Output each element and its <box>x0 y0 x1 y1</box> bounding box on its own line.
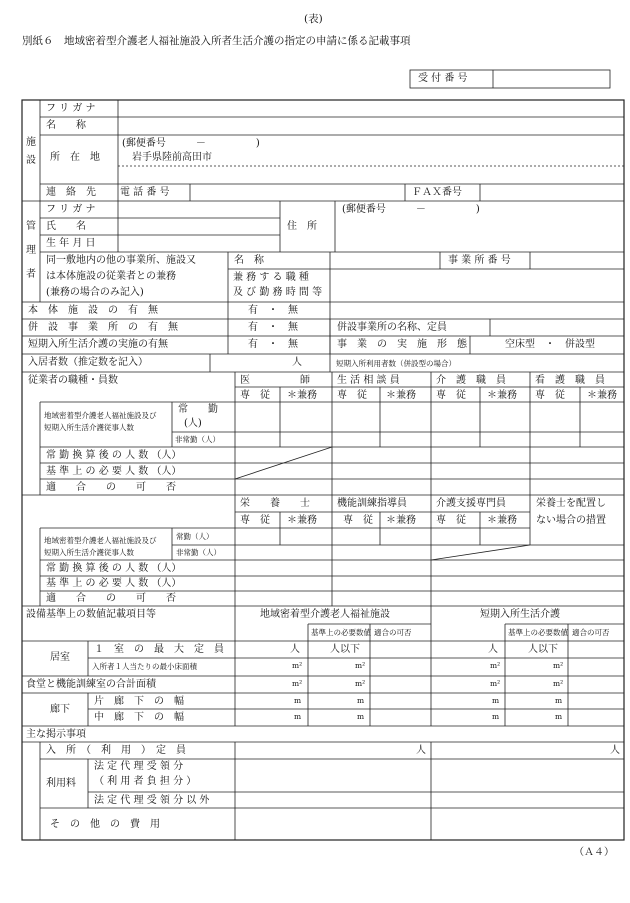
col-nutritionist: 栄 養 士 <box>240 498 310 509</box>
suitability-label: 適 合 の 可 否 <box>46 482 176 493</box>
req-header-1: 基準上の必要数値 <box>311 628 371 637</box>
equipment-title: 設備基準上の数値記載項目等 <box>26 609 156 620</box>
other-fees-label: そ の 他 の 費 用 <box>50 819 160 830</box>
facility-city: 岩手県陸前高田市 <box>132 152 212 163</box>
office-number-label: 事 業 所 番 号 <box>448 255 511 266</box>
note-line-1: 栄養士を配置し <box>536 498 606 509</box>
col-nurse: 看 護 職 員 <box>535 375 605 386</box>
nutri-full: 専 従 <box>240 515 270 526</box>
count-label-2: 短期入所生活介護従事人数 <box>44 423 134 432</box>
counselor-concurrent: ＊兼務 <box>386 390 416 401</box>
annex-yesno[interactable]: 有 ・ 無 <box>248 322 298 333</box>
capacity-label: 入 所 （ 利 用 ） 定 員 <box>46 745 186 756</box>
unit-m-c: m <box>294 712 302 721</box>
facility-label-2: 設 <box>26 155 36 166</box>
concurrent-line-2: は本体施設の従業者との兼務 <box>46 271 176 282</box>
annex-label: 併 設 事 業 所 の 有 無 <box>28 322 178 333</box>
form-mark: (表) <box>304 13 323 25</box>
form-label: 事 業 の 実 施 形 態 <box>337 339 467 350</box>
fees-title: 主な掲示事項 <box>26 729 86 740</box>
fulltime-unit: (人) <box>184 418 202 429</box>
ok-header-2: 適合の可否 <box>572 628 610 637</box>
short-users-label: 短期入所利用者数（併設型の場合） <box>336 359 456 368</box>
unit-m2-f: m² <box>553 661 564 670</box>
other-agent-label: 法 定 代 理 受 領 分 以 外 <box>94 795 210 806</box>
parttime-label: 非常勤（人） <box>175 435 220 444</box>
concurrent-line-3: (兼務の場合のみ記入) <box>46 287 144 298</box>
room-area-label: 入所者１人当たりの最小床面積 <box>92 662 197 671</box>
col-functional: 機能訓練指導員 <box>337 498 407 509</box>
unit-m-g: m <box>492 712 500 721</box>
room-label: 居室 <box>50 652 70 663</box>
care-full: 専 従 <box>436 390 466 401</box>
room-max-label: １ 室 の 最 大 定 員 <box>94 644 224 655</box>
support-concurrent: ＊兼務 <box>487 515 517 526</box>
facility-name-label: 名 称 <box>46 120 86 131</box>
unit-person-1: 人 <box>290 644 300 655</box>
unit-m-f: m <box>555 696 563 705</box>
equip-col-1: 地域密着型介護老人福祉施設 <box>260 609 390 620</box>
note-line-2: ない場合の措置 <box>536 515 606 526</box>
req-header-2: 基準上の必要数値 <box>508 628 568 637</box>
unit-m2-c: m² <box>292 679 303 688</box>
count-label-1: 地域密着型介護老人福祉施設及び <box>44 411 157 420</box>
duty-label-1: 兼 務 す る 職 種 <box>233 272 309 283</box>
receipt-label: 受 付 番 号 <box>418 73 468 84</box>
func-full: 専 従 <box>343 515 373 526</box>
unit-m-a: m <box>294 696 302 705</box>
manager-label-2: 理 <box>26 245 36 256</box>
doctor-concurrent: ＊兼務 <box>287 390 317 401</box>
nurse-full: 専 従 <box>535 390 565 401</box>
unit-below-1: 人以下 <box>330 644 360 655</box>
ok-header-1: 適合の可否 <box>374 628 412 637</box>
col-doctor: 医 師 <box>240 375 310 386</box>
residents-label: 入居者数（推定数を記入） <box>28 357 148 368</box>
facility-phone-label: 電 話 番 号 <box>120 187 170 198</box>
facility-postal: (郵便番号 － ) <box>122 138 260 149</box>
parttime-label-b: 非常勤（人） <box>176 548 221 557</box>
corridor-single-label: 片 廊 下 の 幅 <box>94 696 184 707</box>
manager-name-label: 氏 名 <box>46 221 86 232</box>
unit-below-2: 人以下 <box>528 644 558 655</box>
support-full: 専 従 <box>436 515 466 526</box>
col-care: 介 護 職 員 <box>436 375 506 386</box>
equip-col-2: 短期入所生活介護 <box>480 609 560 620</box>
unit-m2-d: m² <box>355 679 366 688</box>
unit-m2-e: m² <box>490 661 501 670</box>
unit-m-h: m <box>555 712 563 721</box>
converted-label: 常 勤 換 算 後 の 人 数 （人） <box>46 450 182 461</box>
dining-label: 食堂と機能訓練室の合計面積 <box>26 679 156 690</box>
count-label-b2: 短期入所生活介護従事人数 <box>44 548 134 557</box>
residents-unit: 人 <box>292 357 302 368</box>
concurrent-line-1: 同一敷地内の他の事業所、施設又 <box>46 255 196 266</box>
nurse-concurrent: ＊兼務 <box>587 390 617 401</box>
agent-line-2: （ 利 用 者 負 担 分 ） <box>94 776 197 787</box>
facility-fax-label: ＦＡＸ番号 <box>412 187 462 198</box>
manager-birth-label: 生 年 月 日 <box>46 238 96 249</box>
converted-label-b: 常 勤 換 算 後 の 人 数 （人） <box>46 563 182 574</box>
unit-m-d: m <box>357 712 365 721</box>
unit-m-b: m <box>357 696 365 705</box>
facility-furigana-label: フ リ ガ ナ <box>46 103 96 114</box>
receipt-field[interactable] <box>497 74 607 86</box>
count-label-b1: 地域密着型介護老人福祉施設及び <box>44 536 157 545</box>
main-facility-label: 本 体 施 設 の 有 無 <box>28 305 158 316</box>
unit-m2-h: m² <box>553 679 564 688</box>
nutri-concurrent: ＊兼務 <box>287 515 317 526</box>
counselor-full: 専 従 <box>337 390 367 401</box>
page-title: 別紙６ 地域密着型介護老人福祉施設入所者生活介護の指定の申請に係る記載事項 <box>22 35 411 47</box>
duty-label-2: 及 び 勤 務 時 間 等 <box>233 287 323 298</box>
col-counselor: 生 活 相 談 員 <box>337 375 400 386</box>
suitability-label-b: 適 合 の 可 否 <box>46 593 176 604</box>
required-label-b: 基 準 上 の 必 要 人 数 （人） <box>46 578 182 589</box>
unit-m2-b: m² <box>355 661 366 670</box>
fulltime-label: 常 勤 <box>178 404 218 415</box>
form-value[interactable]: 空床型 ・ 併設型 <box>505 339 595 350</box>
func-concurrent: ＊兼務 <box>386 515 416 526</box>
annex-name-label: 併設事業所の名称、定員 <box>337 322 447 333</box>
doctor-full: 専 従 <box>240 390 270 401</box>
facility-label-1: 施 <box>26 137 36 148</box>
unit-m-e: m <box>492 696 500 705</box>
care-concurrent: ＊兼務 <box>487 390 517 401</box>
usage-label: 利用料 <box>46 778 76 789</box>
manager-label-1: 管 <box>26 221 36 232</box>
unit-m2-a: m² <box>292 661 303 670</box>
shortstay-label: 短期入所生活介護の実施の有無 <box>28 339 168 350</box>
agent-line-1: 法 定 代 理 受 領 分 <box>94 761 184 772</box>
required-label: 基 準 上 の 必 要 人 数 （人） <box>46 466 182 477</box>
main-facility-yesno[interactable]: 有 ・ 無 <box>248 305 298 316</box>
facility-contact-label: 連 絡 先 <box>46 187 96 198</box>
manager-label-3: 者 <box>26 269 36 280</box>
manager-residence-label: 住 所 <box>287 221 317 232</box>
staff-title: 従業者の職種・員数 <box>28 375 118 386</box>
concurrent-name-label: 名 称 <box>234 255 264 266</box>
shortstay-yesno[interactable]: 有 ・ 無 <box>248 339 298 350</box>
unit-m2-g: m² <box>490 679 501 688</box>
facility-address-label: 所 在 地 <box>50 152 100 163</box>
capacity-unit-2: 人 <box>610 745 620 756</box>
manager-postal: (郵便番号 － ) <box>342 204 480 215</box>
col-support: 介護支援専門員 <box>436 498 506 509</box>
paper-size: （Ａ４） <box>574 847 614 858</box>
manager-furigana-label: フ リ ガ ナ <box>46 204 96 215</box>
capacity-unit-1: 人 <box>416 745 426 756</box>
corridor-label: 廊下 <box>50 704 70 715</box>
corridor-middle-label: 中 廊 下 の 幅 <box>94 712 184 723</box>
fulltime-label-b: 常勤（人） <box>176 532 214 541</box>
unit-person-2: 人 <box>488 644 498 655</box>
